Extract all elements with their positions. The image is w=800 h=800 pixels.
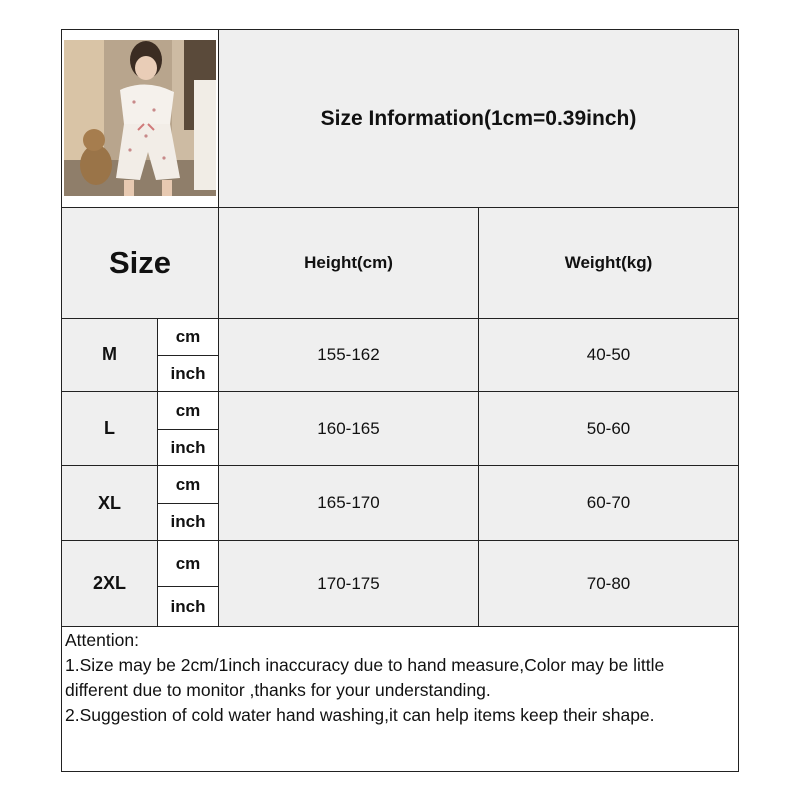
unit-cm: cm	[175, 327, 201, 346]
height-2xl: 170-175	[317, 573, 380, 593]
height-l: 160-165	[317, 418, 380, 438]
height-header: Height(cm)	[304, 253, 393, 272]
unit-cm: cm	[175, 474, 201, 494]
height-m: 155-162	[317, 344, 380, 364]
weight-m: 40-50	[586, 344, 631, 364]
height-xl: 165-170	[317, 493, 380, 512]
weight-xl: 60-70	[586, 493, 631, 512]
border-right	[738, 29, 739, 772]
note-line-1a: 1.Size may be 2cm/1inch inaccuracy due to hand measure,Color may be little	[65, 655, 665, 675]
size-xl: XL	[97, 492, 121, 513]
attention-notes	[65, 628, 737, 728]
product-photo	[64, 40, 216, 196]
unit-cm: cm	[175, 400, 201, 420]
weight-header: Weight(kg)	[564, 253, 653, 272]
size-m: M	[102, 344, 117, 364]
unit-inch: inch	[170, 363, 206, 383]
chart-title: Size Information(1cm=0.39inch)	[320, 106, 637, 130]
note-line-2: 2.Suggestion of cold water hand washing,it can help items keep their shape.	[65, 705, 655, 725]
weight-l: 50-60	[586, 418, 631, 438]
note-line-1b: different due to monitor ,thanks for your understanding.	[65, 680, 491, 700]
product-photo-icon	[64, 40, 216, 196]
border-bottom	[61, 771, 739, 772]
size-header: Size	[108, 245, 172, 280]
unit-inch: inch	[170, 512, 206, 531]
weight-2xl: 70-80	[586, 573, 631, 593]
divider-row-2xl	[61, 626, 739, 627]
attention-heading: Attention:	[65, 630, 139, 650]
unit-cm: cm	[175, 553, 201, 573]
unit-inch: inch	[170, 596, 206, 616]
size-2xl: 2XL	[92, 573, 126, 593]
unit-inch: inch	[170, 437, 206, 457]
size-l: L	[104, 418, 115, 438]
